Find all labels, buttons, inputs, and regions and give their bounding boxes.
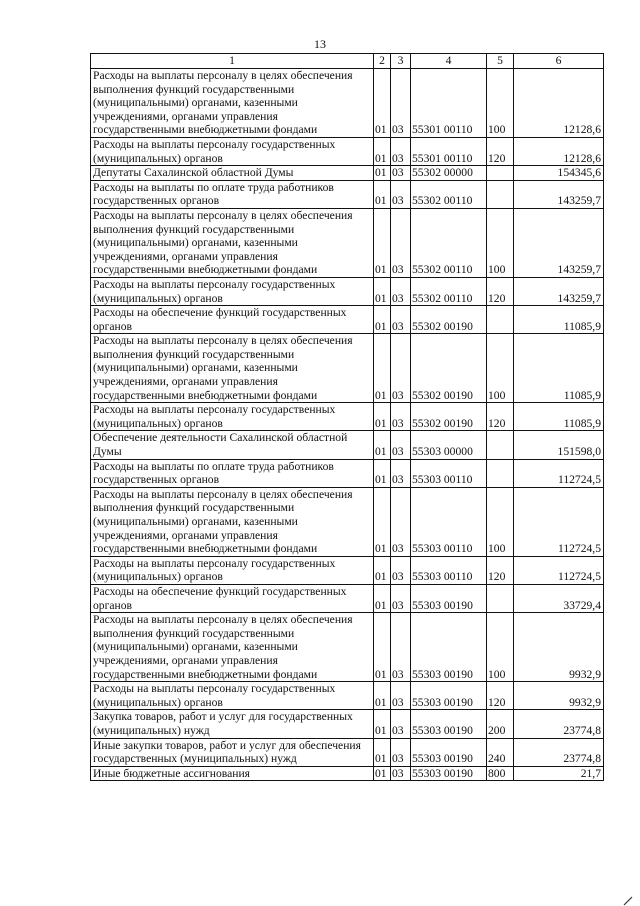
row-section-code: 01 (374, 584, 391, 612)
row-description: Иные бюджетные ассигнования (91, 766, 374, 781)
row-expense-type-code: 100 (487, 69, 514, 138)
row-expense-type-code: 100 (487, 613, 514, 682)
row-section-code: 01 (374, 487, 391, 556)
row-target-item-code: 55302 00110 (411, 208, 487, 277)
row-expense-type-code (487, 166, 514, 181)
row-amount: 151598,0 (514, 431, 604, 459)
row-target-item-code: 55303 00000 (411, 431, 487, 459)
table-row (91, 277, 604, 305)
row-subsection-code: 03 (391, 277, 411, 305)
row-amount: 143259,7 (514, 277, 604, 305)
row-section-code: 01 (374, 334, 391, 403)
row-subsection-code: 03 (391, 403, 411, 431)
row-description: Расходы на выплаты персоналу государственных (муниципальных) органов (91, 137, 374, 165)
row-target-item-code: 55302 00110 (411, 277, 487, 305)
row-amount: 112724,5 (514, 487, 604, 556)
row-description: Обеспечение деятельности Сахалинской областной Думы (91, 431, 374, 459)
row-subsection-code: 03 (391, 180, 411, 208)
row-expense-type-code: 100 (487, 208, 514, 277)
row-expense-type-code (487, 459, 514, 487)
row-section-code: 01 (374, 710, 391, 738)
row-target-item-code: 55302 00190 (411, 334, 487, 403)
row-expense-type-code: 800 (487, 766, 514, 781)
row-description: Расходы на выплаты персоналу в целях обеспечения выполнения функций государственными (муниципальными) органами, казенными учреждениями, органами управления государственными внебюджетными фондами (91, 208, 374, 277)
row-target-item-code: 55301 00110 (411, 137, 487, 165)
header-col-3: 3 (391, 54, 411, 69)
table-row (91, 487, 604, 556)
row-description: Расходы на обеспечение функций государственных органов (91, 584, 374, 612)
row-description: Расходы на выплаты персоналу государственных (муниципальных) органов (91, 277, 374, 305)
row-description: Расходы на выплаты по оплате труда работников государственных органов (91, 180, 374, 208)
header-col-1: 1 (91, 54, 374, 69)
row-expense-type-code: 120 (487, 137, 514, 165)
row-amount: 143259,7 (514, 208, 604, 277)
row-subsection-code: 03 (391, 166, 411, 181)
row-target-item-code: 55303 00190 (411, 738, 487, 766)
row-subsection-code: 03 (391, 431, 411, 459)
row-section-code: 01 (374, 166, 391, 181)
table-row (91, 431, 604, 459)
header-col-4: 4 (411, 54, 487, 69)
budget-table (90, 53, 604, 781)
table-row (91, 459, 604, 487)
row-subsection-code: 03 (391, 766, 411, 781)
row-subsection-code: 03 (391, 334, 411, 403)
row-subsection-code: 03 (391, 738, 411, 766)
row-target-item-code: 55303 00110 (411, 556, 487, 584)
row-target-item-code: 55303 00110 (411, 459, 487, 487)
row-subsection-code: 03 (391, 459, 411, 487)
row-amount: 112724,5 (514, 459, 604, 487)
row-section-code: 01 (374, 459, 391, 487)
row-subsection-code: 03 (391, 584, 411, 612)
table-row (91, 738, 604, 766)
header-col-5: 5 (487, 54, 514, 69)
row-amount: 112724,5 (514, 556, 604, 584)
row-target-item-code: 55302 00190 (411, 306, 487, 334)
row-section-code: 01 (374, 306, 391, 334)
row-subsection-code: 03 (391, 306, 411, 334)
table-row (91, 613, 604, 682)
table-row (91, 403, 604, 431)
row-subsection-code: 03 (391, 137, 411, 165)
row-amount: 23774,8 (514, 738, 604, 766)
row-target-item-code: 55303 00110 (411, 487, 487, 556)
row-subsection-code: 03 (391, 613, 411, 682)
row-section-code: 01 (374, 431, 391, 459)
table-row (91, 766, 604, 781)
row-section-code: 01 (374, 137, 391, 165)
row-section-code: 01 (374, 556, 391, 584)
table-row (91, 710, 604, 738)
row-amount: 9932,9 (514, 682, 604, 710)
row-target-item-code: 55302 00000 (411, 166, 487, 181)
row-amount: 12128,6 (514, 69, 604, 138)
row-description: Расходы на выплаты персоналу государственных (муниципальных) органов (91, 403, 374, 431)
table-row (91, 682, 604, 710)
row-subsection-code: 03 (391, 710, 411, 738)
table-header-row (91, 54, 604, 69)
row-target-item-code: 55302 00110 (411, 180, 487, 208)
row-amount: 9932,9 (514, 613, 604, 682)
row-description: Иные закупки товаров, работ и услуг для обеспечения государственных (муниципальных) нужд (91, 738, 374, 766)
table-row (91, 584, 604, 612)
row-subsection-code: 03 (391, 487, 411, 556)
row-target-item-code: 55302 00190 (411, 403, 487, 431)
row-amount: 11085,9 (514, 306, 604, 334)
row-description: Депутаты Сахалинской областной Думы (91, 166, 374, 181)
row-expense-type-code (487, 584, 514, 612)
row-expense-type-code (487, 431, 514, 459)
row-amount: 11085,9 (514, 403, 604, 431)
row-section-code: 01 (374, 738, 391, 766)
row-subsection-code: 03 (391, 69, 411, 138)
table-row (91, 69, 604, 138)
row-description: Расходы на выплаты персоналу государственных (муниципальных) органов (91, 682, 374, 710)
row-target-item-code: 55303 00190 (411, 710, 487, 738)
row-section-code: 01 (374, 69, 391, 138)
page-number: 13 (314, 37, 326, 51)
row-target-item-code: 55301 00110 (411, 69, 487, 138)
row-target-item-code: 55303 00190 (411, 584, 487, 612)
table-row (91, 166, 604, 181)
row-amount: 154345,6 (514, 166, 604, 181)
row-amount: 11085,9 (514, 334, 604, 403)
header-col-2: 2 (374, 54, 391, 69)
table-row (91, 334, 604, 403)
row-expense-type-code: 200 (487, 710, 514, 738)
row-expense-type-code: 120 (487, 277, 514, 305)
row-expense-type-code: 120 (487, 682, 514, 710)
row-subsection-code: 03 (391, 556, 411, 584)
row-expense-type-code: 120 (487, 403, 514, 431)
row-section-code: 01 (374, 403, 391, 431)
row-section-code: 01 (374, 180, 391, 208)
row-description: Расходы на выплаты персоналу в целях обеспечения выполнения функций государственными (муниципальными) органами, казенными учреждениями, органами управления государственными внебюджетными фондами (91, 69, 374, 138)
row-description: Расходы на выплаты по оплате труда работников государственных органов (91, 459, 374, 487)
row-expense-type-code: 100 (487, 334, 514, 403)
row-expense-type-code (487, 180, 514, 208)
row-target-item-code: 55303 00190 (411, 613, 487, 682)
row-target-item-code: 55303 00190 (411, 766, 487, 781)
table-row (91, 556, 604, 584)
row-description: Расходы на выплаты персоналу в целях обеспечения выполнения функций государственными (муниципальными) органами, казенными учреждениями, органами управления государственными внебюджетными фондами (91, 334, 374, 403)
row-section-code: 01 (374, 682, 391, 710)
row-expense-type-code (487, 306, 514, 334)
row-expense-type-code: 120 (487, 556, 514, 584)
row-section-code: 01 (374, 277, 391, 305)
row-expense-type-code: 100 (487, 487, 514, 556)
row-description: Расходы на выплаты персоналу государственных (муниципальных) органов (91, 556, 374, 584)
row-expense-type-code: 240 (487, 738, 514, 766)
row-target-item-code: 55303 00190 (411, 682, 487, 710)
row-amount: 12128,6 (514, 137, 604, 165)
row-description: Закупка товаров, работ и услуг для государственных (муниципальных) нужд (91, 710, 374, 738)
table-row (91, 208, 604, 277)
row-amount: 33729,4 (514, 584, 604, 612)
row-description: Расходы на обеспечение функций государственных органов (91, 306, 374, 334)
table-row (91, 180, 604, 208)
row-description: Расходы на выплаты персоналу в целях обеспечения выполнения функций государственными (муниципальными) органами, казенными учреждениями, органами управления государственными внебюджетными фондами (91, 613, 374, 682)
row-subsection-code: 03 (391, 682, 411, 710)
row-section-code: 01 (374, 766, 391, 781)
row-section-code: 01 (374, 208, 391, 277)
row-description: Расходы на выплаты персоналу в целях обеспечения выполнения функций государственными (муниципальными) органами, казенными учреждениями, органами управления государственными внебюджетными фондами (91, 487, 374, 556)
row-amount: 143259,7 (514, 180, 604, 208)
table-row (91, 137, 604, 165)
header-col-6: 6 (514, 54, 604, 69)
row-amount: 23774,8 (514, 710, 604, 738)
row-amount: 21,7 (514, 766, 604, 781)
table-row (91, 306, 604, 334)
row-subsection-code: 03 (391, 208, 411, 277)
row-section-code: 01 (374, 613, 391, 682)
